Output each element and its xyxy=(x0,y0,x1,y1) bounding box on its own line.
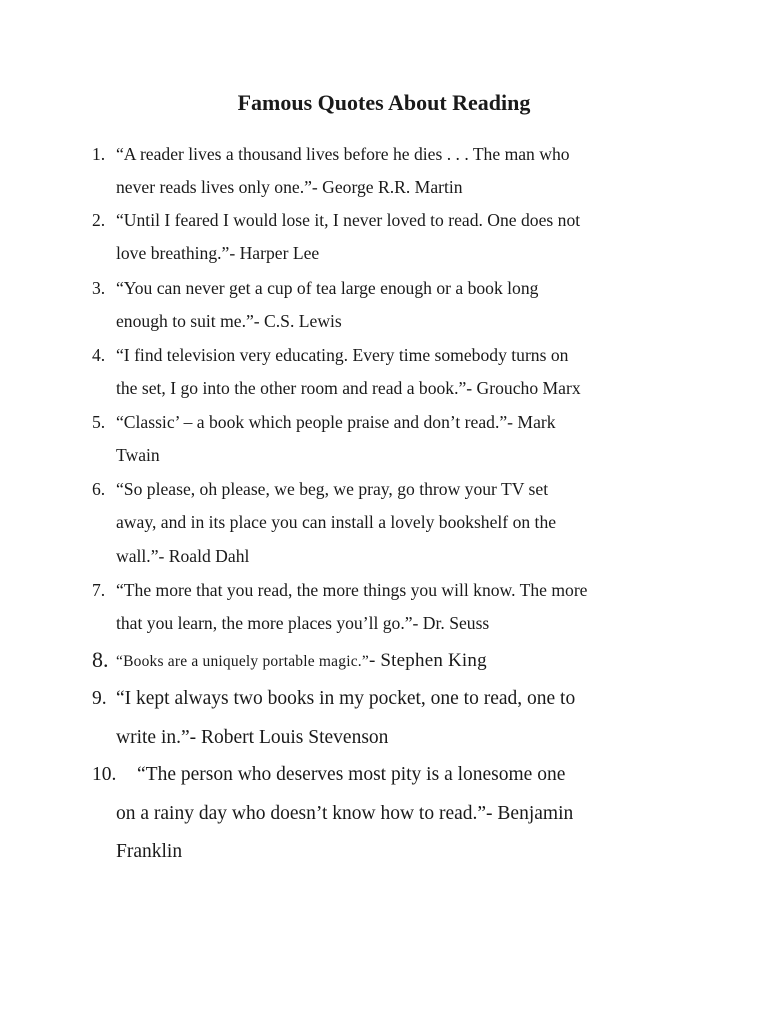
quote-text: “Books are a uniquely portable magic.” xyxy=(116,653,369,670)
quote-line: “Classic’ – a book which people praise and don’t read.”- Mark xyxy=(116,412,556,432)
quote-author: - Stephen King xyxy=(368,650,487,671)
quote-line: Franklin xyxy=(116,841,183,862)
quote-line: never reads lives only one.”- George R.R. Martin xyxy=(116,177,463,197)
quote-number: 1. xyxy=(92,144,106,164)
quote-number: 5. xyxy=(92,412,106,432)
quote-line: write in.”- Robert Louis Stevenson xyxy=(116,727,389,748)
quote-line: on a rainy day who doesn’t know how to read.”- Benjamin xyxy=(116,803,574,824)
quote-number: 9. xyxy=(92,688,107,709)
quote-number: 10. xyxy=(92,764,117,785)
quote-number: 4. xyxy=(92,345,106,365)
quote-number: 2. xyxy=(92,210,106,230)
quote-line: “You can never get a cup of tea large enough or a book long xyxy=(116,278,539,298)
quote-number: 6. xyxy=(92,479,106,499)
quote-line: “Until I feared I would lose it, I never loved to read. One does not xyxy=(116,210,581,230)
quote-line: “The more that you read, the more things you will know. The more xyxy=(116,580,588,600)
quote-line: wall.”- Roald Dahl xyxy=(116,546,250,566)
quote-line: the set, I go into the other room and read a book.”- Groucho Marx xyxy=(116,378,581,398)
quote-line: love breathing.”- Harper Lee xyxy=(116,243,320,263)
quote-line: “The person who deserves most pity is a lonesome one xyxy=(137,764,566,785)
quote-number: 3. xyxy=(92,278,106,298)
quote-line: “I kept always two books in my pocket, one to read, one to xyxy=(116,688,576,709)
quote-number: 7. xyxy=(92,580,106,600)
quote-line: “A reader lives a thousand lives before he dies . . . The man who xyxy=(116,144,570,164)
quote-number: 8. xyxy=(92,647,109,672)
quote-line xyxy=(116,650,487,672)
quote-line: away, and in its place you can install a lovely bookshelf on the xyxy=(116,512,557,532)
quote-line: “I find television very educating. Every time somebody turns on xyxy=(116,345,569,365)
quote-line: that you learn, the more places you’ll go.”- Dr. Seuss xyxy=(116,613,490,633)
page-title: Famous Quotes About Reading xyxy=(237,90,531,115)
quote-line: Twain xyxy=(116,445,160,465)
quote-line: “So please, oh please, we beg, we pray, go throw your TV set xyxy=(116,479,549,499)
quote-line: enough to suit me.”- C.S. Lewis xyxy=(116,311,342,331)
